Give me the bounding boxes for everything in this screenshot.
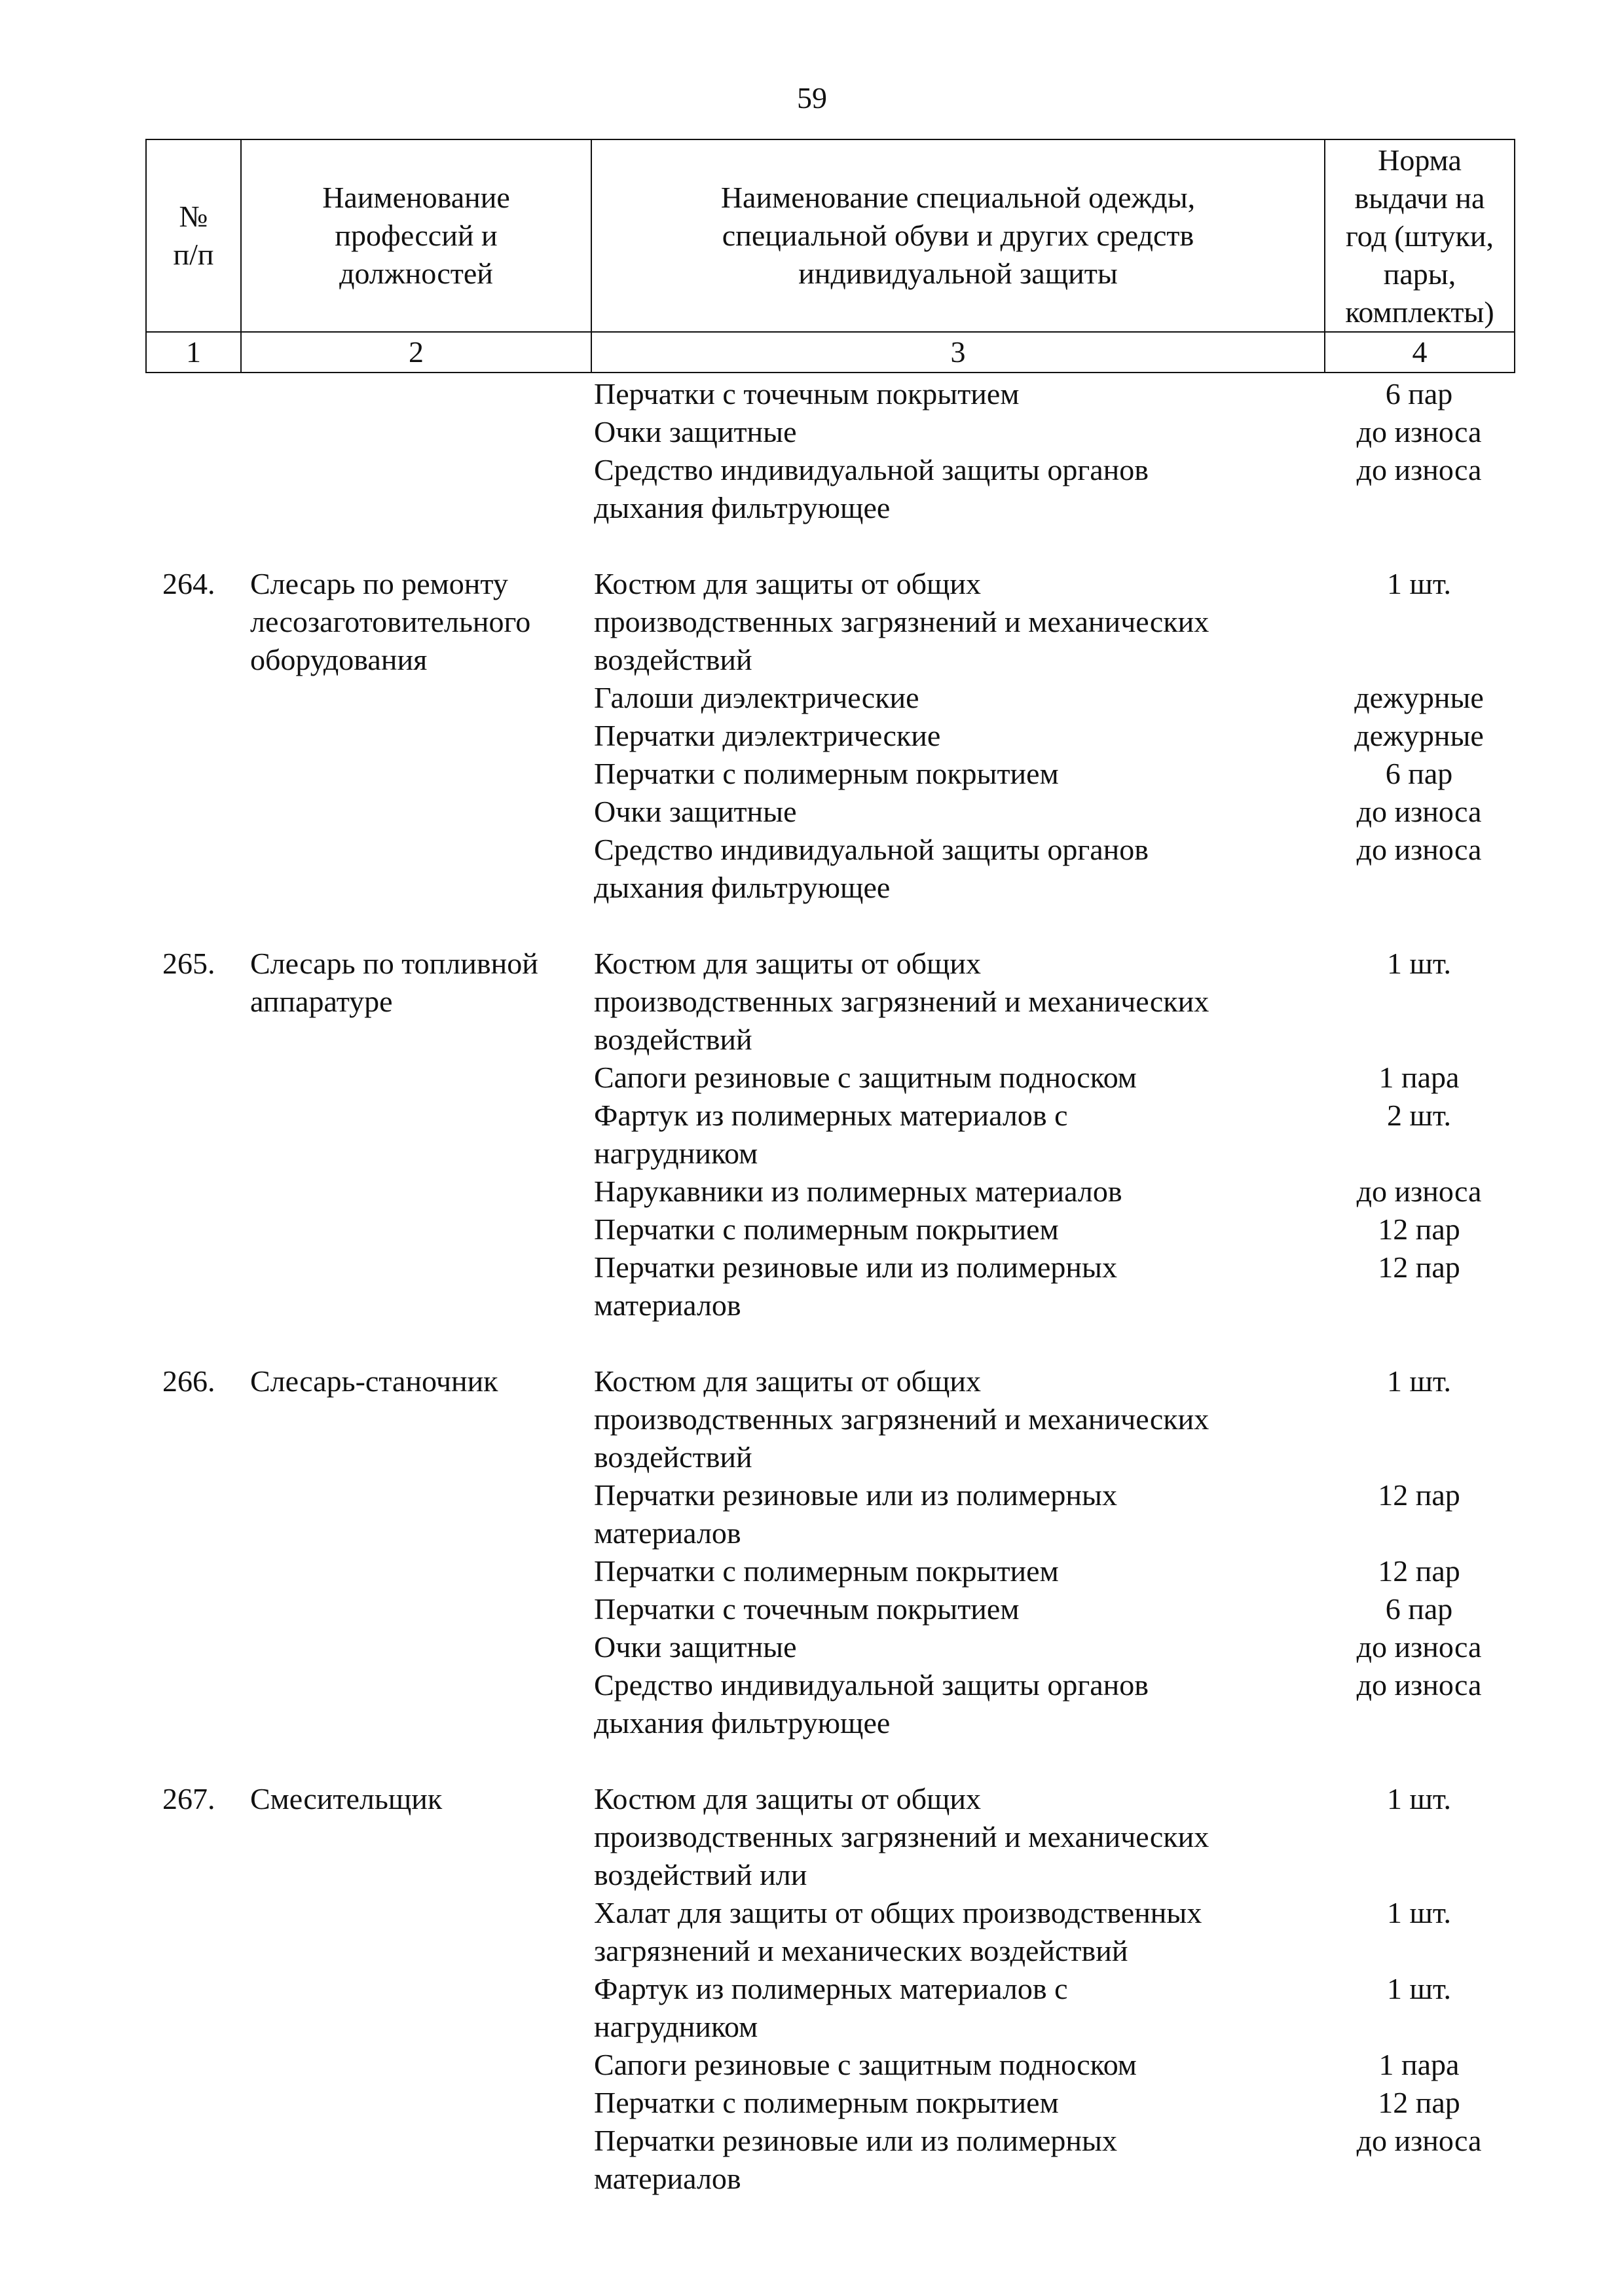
equipment-name: Очки защитные	[594, 415, 797, 448]
equipment-name: Сапоги резиновые с защитным подноском	[594, 2048, 1137, 2081]
list-item	[594, 1476, 1514, 1552]
page-number: 59	[797, 81, 827, 115]
equipment-name: Костюм для защиты от общих производственных загрязнений и механических воздействий или	[594, 1782, 1209, 1891]
issue-norm: дежурные	[1354, 719, 1484, 752]
equipment-name: Очки защитные	[594, 1630, 797, 1664]
profession-name: Смесительщик	[250, 1782, 443, 1815]
list-item	[594, 2084, 1514, 2122]
equipment-name: Средство индивидуальной защиты органов дыхания фильтрующее	[594, 833, 1149, 904]
list-item	[594, 2046, 1514, 2084]
list-item	[594, 793, 1514, 831]
profession-name: Слесарь по топливной аппаратуре	[250, 947, 538, 1018]
equipment-name: Сапоги резиновые с защитным подноском	[594, 1061, 1137, 1094]
list-item	[594, 565, 1514, 679]
issue-norm: 1 шт.	[1386, 1782, 1452, 1815]
table-row	[145, 1780, 1514, 2198]
issue-norm: 6 пар	[1385, 377, 1453, 410]
equipment-list	[581, 1362, 1514, 1742]
issue-norm: 1 шт.	[1386, 947, 1452, 980]
equipment-list	[581, 565, 1514, 907]
list-item	[594, 1097, 1514, 1173]
table-row	[145, 565, 1514, 907]
issue-norm: дежурные	[1354, 681, 1484, 714]
equipment-name: Очки защитные	[594, 795, 797, 828]
issue-norm: 6 пар	[1385, 1592, 1453, 1626]
header-num-4: 4	[1325, 332, 1515, 373]
equipment-name: Перчатки с точечным покрытием	[594, 1592, 1020, 1626]
equipment-name: Костюм для защиты от общих производственных загрязнений и механических воздействий	[594, 947, 1209, 1056]
equipment-name: Перчатки с полимерным покрытием	[594, 1554, 1059, 1588]
issue-norm: до износа	[1356, 2124, 1482, 2157]
equipment-name: Халат для защиты от общих производственных загрязнений и механических воздействий	[594, 1896, 1202, 1967]
issue-norm: до износа	[1356, 453, 1482, 486]
list-item	[594, 1780, 1514, 1894]
table-row	[145, 1362, 1514, 1742]
issue-norm: 1 шт.	[1386, 567, 1452, 600]
issue-norm: 12 пар	[1378, 1478, 1460, 1512]
row-number: 267.	[162, 1782, 215, 1815]
equipment-name: Средство индивидуальной защиты органов дыхания фильтрующее	[594, 453, 1149, 524]
list-item	[594, 413, 1514, 451]
equipment-name: Перчатки резиновые или из полимерных материалов	[594, 2124, 1117, 2195]
issue-norm: 12 пар	[1378, 1212, 1460, 1246]
list-item	[594, 1362, 1514, 1476]
table-header	[145, 139, 1515, 373]
equipment-name: Галоши диэлектрические	[594, 681, 919, 714]
table-row	[145, 945, 1514, 1324]
header-col-norm: Норма выдачи на год (штуки, пары, комплекты)	[1325, 139, 1515, 332]
list-item	[594, 1590, 1514, 1628]
list-item	[594, 679, 1514, 717]
header-num-1: 1	[146, 332, 241, 373]
issue-norm: 1 пара	[1378, 1061, 1460, 1094]
list-item	[594, 1248, 1514, 1324]
equipment-name: Фартук из полимерных материалов с нагрудником	[594, 1099, 1068, 1170]
row-number	[145, 375, 231, 527]
equipment-name: Перчатки резиновые или из полимерных материалов	[594, 1250, 1117, 1322]
list-item	[594, 1059, 1514, 1097]
profession-name: Слесарь-станочник	[250, 1364, 498, 1398]
list-item	[594, 2122, 1514, 2198]
list-item	[594, 717, 1514, 755]
header-col-profession: Наименование профессий и должностей	[241, 139, 591, 332]
list-item	[594, 945, 1514, 1059]
list-item	[594, 375, 1514, 413]
equipment-name: Костюм для защиты от общих производственных загрязнений и механических воздействий	[594, 567, 1209, 676]
row-number: 265.	[162, 947, 215, 980]
issue-norm: 12 пар	[1378, 1250, 1460, 1284]
profession-name	[231, 375, 581, 527]
equipment-name: Перчатки с полимерным покрытием	[594, 2086, 1059, 2119]
list-item	[594, 1211, 1514, 1248]
issue-norm: до износа	[1356, 833, 1482, 866]
equipment-name: Перчатки с полимерным покрытием	[594, 757, 1059, 790]
issue-norm: до износа	[1356, 1175, 1482, 1208]
issue-norm: 1 шт.	[1386, 1972, 1452, 2005]
issue-norm: до износа	[1356, 1630, 1482, 1664]
list-item	[594, 451, 1514, 527]
row-number: 264.	[162, 567, 215, 600]
issue-norm: до износа	[1356, 415, 1482, 448]
issue-norm: до износа	[1356, 795, 1482, 828]
header-num-2: 2	[241, 332, 591, 373]
list-item	[594, 1666, 1514, 1742]
equipment-name: Фартук из полимерных материалов с нагрудником	[594, 1972, 1068, 2043]
list-item	[594, 1970, 1514, 2046]
header-col-number: № п/п	[146, 139, 241, 332]
issue-norm: 6 пар	[1385, 757, 1453, 790]
issue-norm: 1 шт.	[1386, 1896, 1452, 1929]
list-item	[594, 1173, 1514, 1211]
profession-name: Слесарь по ремонту лесозаготовительного оборудования	[250, 567, 531, 676]
equipment-name: Нарукавники из полимерных материалов	[594, 1175, 1122, 1208]
equipment-name: Костюм для защиты от общих производственных загрязнений и механических воздействий	[594, 1364, 1209, 1474]
equipment-list	[581, 1780, 1514, 2198]
list-item	[594, 1552, 1514, 1590]
issue-norm: 12 пар	[1378, 1554, 1460, 1588]
list-item	[594, 1894, 1514, 1970]
list-item	[594, 1628, 1514, 1666]
table-body	[145, 375, 1514, 2198]
equipment-list	[581, 945, 1514, 1324]
issue-norm: 1 пара	[1378, 2048, 1460, 2081]
equipment-name: Перчатки с точечным покрытием	[594, 377, 1020, 410]
row-number: 266.	[162, 1364, 215, 1398]
equipment-name: Перчатки с полимерным покрытием	[594, 1212, 1059, 1246]
equipment-name: Перчатки диэлектрические	[594, 719, 941, 752]
list-item	[594, 831, 1514, 907]
equipment-list	[581, 375, 1514, 527]
list-item	[594, 755, 1514, 793]
issue-norm: до износа	[1356, 1668, 1482, 1702]
issue-norm: 2 шт.	[1386, 1099, 1452, 1132]
header-num-3: 3	[591, 332, 1325, 373]
header-col-equipment: Наименование специальной одежды, специальной обуви и других средств индивидуальной защиты	[591, 139, 1325, 332]
equipment-name: Средство индивидуальной защиты органов дыхания фильтрующее	[594, 1668, 1149, 1740]
issue-norm: 12 пар	[1378, 2086, 1460, 2119]
equipment-name: Перчатки резиновые или из полимерных материалов	[594, 1478, 1117, 1550]
table-row	[145, 375, 1514, 527]
issue-norm: 1 шт.	[1386, 1364, 1452, 1398]
